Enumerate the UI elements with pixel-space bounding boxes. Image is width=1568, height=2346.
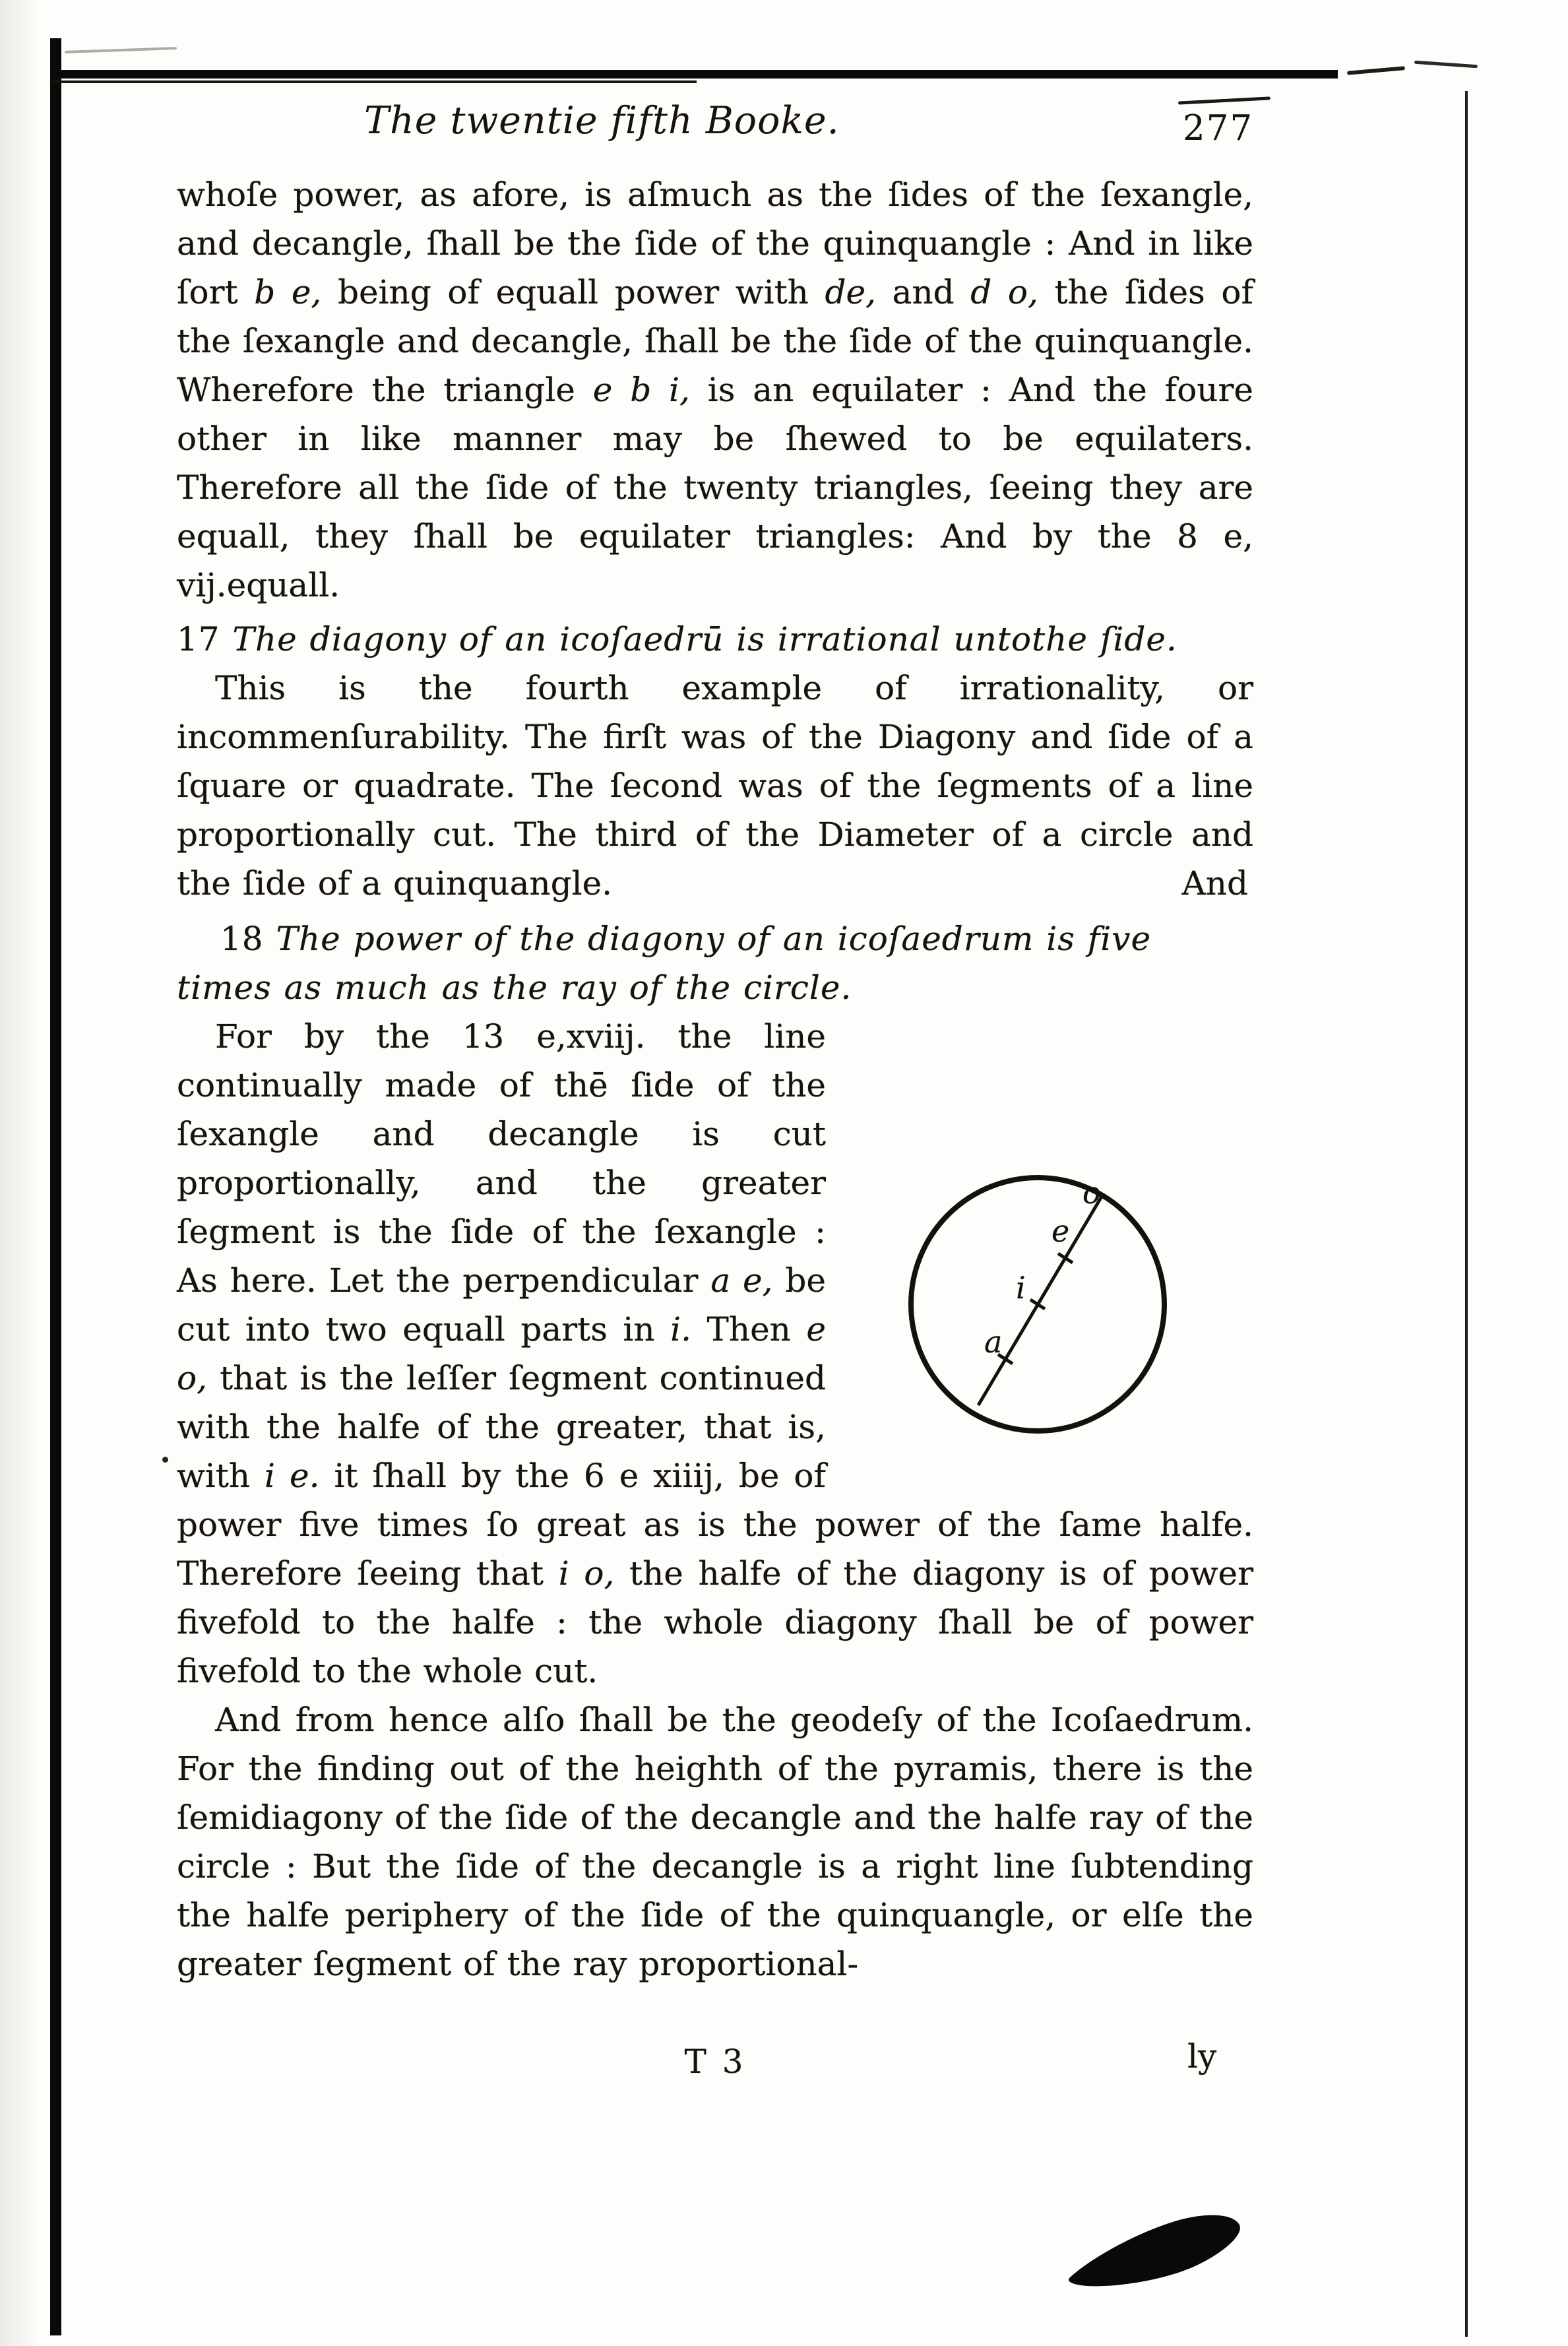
circle-figure xyxy=(844,1063,1253,1492)
text-column xyxy=(177,170,1253,1988)
header-rule-secondary xyxy=(50,80,697,83)
top-right-ink-dash xyxy=(1347,66,1405,75)
diagonal-line xyxy=(978,1195,1102,1405)
binding-edge-bar xyxy=(50,38,61,2335)
ink-stain xyxy=(1063,2210,1255,2296)
paragraph-irrationality xyxy=(177,664,1253,908)
label-i: i xyxy=(1016,1270,1026,1306)
catchword-and: And xyxy=(1181,864,1248,903)
paragraph-power-proof xyxy=(177,1012,1253,1696)
top-left-ink-mark xyxy=(65,47,177,53)
running-title: The twentie fifth Booke. xyxy=(364,99,840,143)
proposition-17-heading: 17 The diagony of an icoſaedrū is irrational untothe ſide. xyxy=(177,620,1177,658)
paragraph-geodesy: And from hence alſo ſhall be the geodeſy of the Icoſaedrum. For the finding out of the heighth of the pyramis, there is the ſemidiagony of the ſide of the decangle and the halfe ray of the circle : But the ſide of the decangle is a right line ſubtending the halfe periphery of the ſide of the quinquangle, or elſe the greater ſegment of the ray proportional- xyxy=(177,1701,1253,1983)
label-o: o xyxy=(1082,1175,1101,1211)
margin-ink-speck xyxy=(162,1457,168,1463)
proposition-18-heading: 18 The power of the diagony of an icoſaedrum is five times as much as the ray of the circle. xyxy=(177,920,1152,1007)
right-margin-rule xyxy=(1465,91,1468,2337)
ink-stain-shape xyxy=(1067,2214,1242,2287)
page-number-ink-mark xyxy=(1178,96,1270,104)
signature-mark: T 3 xyxy=(684,2043,746,2081)
paragraph-continuation: whoſe power, as afore, is aſmuch as the ſides of the ſexangle, and decangle, ſhall be the ſide of the quinquangle : And in like ſort b e, being of equall power with de, and d o, the ſides of the ſexangle and decangle, ſhall be the ſide of the quinquangle. Wherefore the triangle e b i, is an equilater : And the foure other in like manner may be ſhewed to be equilaters. Therefore all the ſide of the twenty triangles, ſeeing they are equall, they ſhall be equilater triangles: And by the 8 e, vij.equall. xyxy=(177,175,1253,604)
top-right-ink-dash-2 xyxy=(1414,61,1478,69)
paragraph-irrationality-text: This is the fourth example of irrationality, or incommenſurability. The firſt was of the Diagony and ſide of a ſquare or quadrate. The ſecond was of the ſegments of a line proportionally cut. The third of the Diameter of a circle and the ſide of a quinquangle. xyxy=(177,669,1253,903)
page-catchword: ly xyxy=(1187,2037,1217,2076)
icosahedron-diagony-diagram xyxy=(896,1162,1179,1446)
scan-edge-shading xyxy=(0,0,42,2346)
label-a: a xyxy=(984,1324,1003,1360)
paragraph-power-proof-text: For by the 13 e,xviij. the line continually made of thē ſide of the ſexangle and decangle is cut proportionally, and the greater ſegment is the ſide of the ſexangle : As here. Let the perpendicular a e, be cut into two equall parts in i. Then e o, that is the leſſer ſegment continued with the halfe of the greater, that is, with i e. it ſhall by the 6 e xiiij, be of power five times ſo great as is the power of the ſame halfe. Therefore ſeeing that i o, the halfe of the diagony is of power fivefold to the halfe : the whole diagony ſhall be of power fivefold to the whole cut. xyxy=(177,1017,1253,1690)
header-rule xyxy=(50,70,1338,79)
page-number: 277 xyxy=(1183,108,1254,148)
label-e: e xyxy=(1051,1213,1070,1249)
